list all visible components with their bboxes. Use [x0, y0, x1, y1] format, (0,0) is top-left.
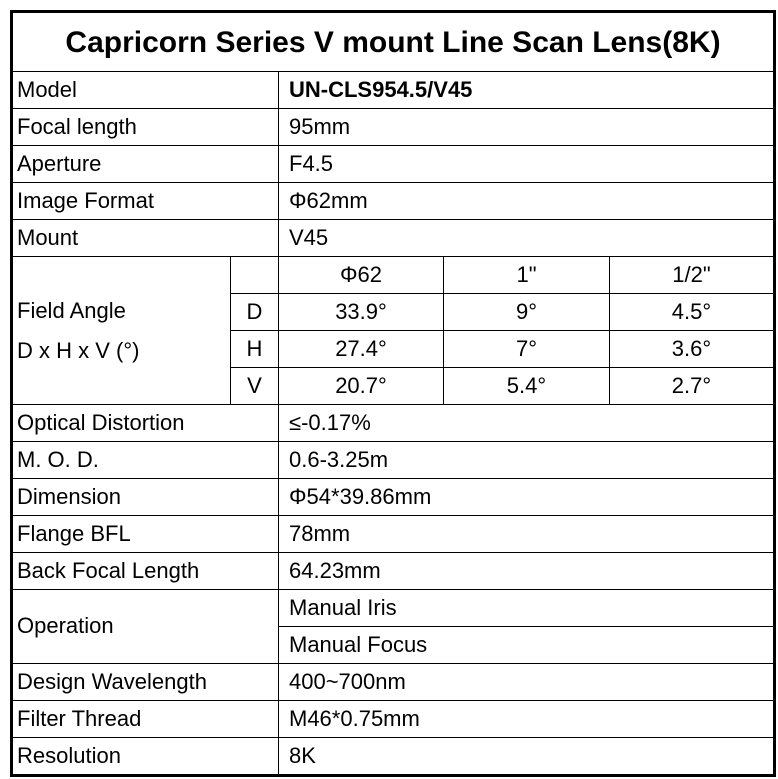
- spec-row-mount: [12, 220, 775, 257]
- spec-value: Φ62mm: [279, 183, 775, 220]
- spec-row-filter-thread: [12, 701, 775, 738]
- spec-value: UN-CLS954.5/V45: [279, 72, 775, 109]
- spec-label: Design Wavelength: [12, 664, 279, 701]
- spec-row-model: [12, 72, 775, 109]
- spec-value: V45: [279, 220, 775, 257]
- spec-label: M. O. D.: [12, 442, 279, 479]
- page-title: Capricorn Series V mount Line Scan Lens(8K): [12, 12, 775, 72]
- field-angle-value: 5.4°: [444, 368, 610, 405]
- field-angle-value: 7°: [444, 331, 610, 368]
- spec-value: ≤-0.17%: [279, 405, 775, 442]
- spec-row-aperture: [12, 146, 775, 183]
- spec-label: Focal length: [12, 109, 279, 146]
- spec-label: Optical Distortion: [12, 405, 279, 442]
- field-angle-value: 9°: [444, 294, 610, 331]
- spec-row-resolution: [12, 738, 775, 776]
- spec-row-optical-distortion: [12, 405, 775, 442]
- field-angle-value: 20.7°: [279, 368, 444, 405]
- spec-value: F4.5: [279, 146, 775, 183]
- spec-value: 0.6-3.25m: [279, 442, 775, 479]
- spec-row-back-focal-length: [12, 553, 775, 590]
- spec-label: Resolution: [12, 738, 279, 776]
- field-angle-col-header: 1/2": [610, 257, 775, 294]
- spec-value: 400~700nm: [279, 664, 775, 701]
- spec-value: 64.23mm: [279, 553, 775, 590]
- spec-row-focal-length: [12, 109, 775, 146]
- field-angle-label-line1: Field Angle: [17, 297, 126, 323]
- spec-value: 8K: [279, 738, 775, 776]
- spec-label: Flange BFL: [12, 516, 279, 553]
- operation-value: Manual Focus: [279, 627, 775, 664]
- lens-spec-table: [10, 10, 776, 777]
- spec-value: M46*0.75mm: [279, 701, 775, 738]
- field-angle-axis: V: [231, 368, 279, 405]
- field-angle-value: 27.4°: [279, 331, 444, 368]
- field-angle-value: 4.5°: [610, 294, 775, 331]
- operation-row-iris: [12, 590, 775, 627]
- field-angle-axis: D: [231, 294, 279, 331]
- field-angle-value: 33.9°: [279, 294, 444, 331]
- spec-label: Aperture: [12, 146, 279, 183]
- field-angle-value: 2.7°: [610, 368, 775, 405]
- spec-row-dimension: [12, 479, 775, 516]
- spec-label: Mount: [12, 220, 279, 257]
- field-angle-corner-cell: [231, 257, 279, 294]
- spec-row-design-wavelength: [12, 664, 775, 701]
- spec-value: 95mm: [279, 109, 775, 146]
- operation-value: Manual Iris: [279, 590, 775, 627]
- field-angle-label: [12, 257, 231, 405]
- spec-label: Dimension: [12, 479, 279, 516]
- field-angle-value: 3.6°: [610, 331, 775, 368]
- spec-label: Back Focal Length: [12, 553, 279, 590]
- field-angle-label-line2: D x H x V (°): [17, 337, 140, 363]
- spec-value: 78mm: [279, 516, 775, 553]
- field-angle-col-header: Φ62: [279, 257, 444, 294]
- spec-row-mod: [12, 442, 775, 479]
- spec-label: Model: [12, 72, 279, 109]
- title-row: [12, 12, 775, 72]
- field-angle-axis: H: [231, 331, 279, 368]
- spec-value: Φ54*39.86mm: [279, 479, 775, 516]
- field-angle-col-header: 1": [444, 257, 610, 294]
- spec-label: Image Format: [12, 183, 279, 220]
- spec-row-flange-bfl: [12, 516, 775, 553]
- spec-row-image-format: [12, 183, 775, 220]
- operation-label: Operation: [12, 590, 279, 664]
- spec-label: Filter Thread: [12, 701, 279, 738]
- field-angle-header-row: [12, 257, 775, 294]
